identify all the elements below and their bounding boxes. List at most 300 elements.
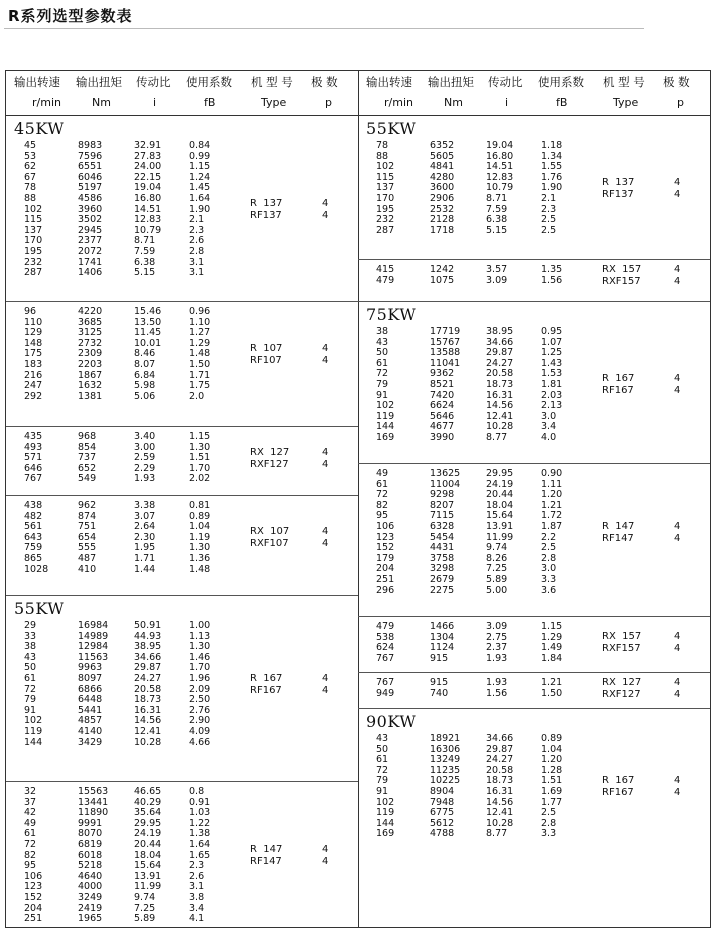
torque-cell: 17719: [430, 326, 461, 337]
model-type: [602, 775, 634, 799]
speed-cell: 79: [376, 775, 389, 787]
ratio-cell: 7.25: [134, 902, 156, 914]
ratio-cell: 13.91: [134, 870, 162, 882]
torque-cell: 13625: [430, 468, 461, 479]
model-name: R 137: [250, 197, 283, 209]
torque-cell: 3960: [78, 203, 103, 215]
header-speed: 输出转速: [14, 75, 60, 89]
section-title: 55KW: [14, 599, 65, 618]
model-group: [358, 734, 710, 844]
table-row: [6, 861, 358, 872]
ratio-cell: 3.57: [486, 264, 508, 275]
model-type: [602, 264, 641, 288]
model-name: RXF107: [250, 538, 289, 550]
model-name: RF167: [602, 385, 634, 397]
speed-cell: 152: [24, 891, 43, 903]
factor-cell: 1.03: [189, 807, 211, 819]
torque-cell: 4788: [430, 828, 455, 840]
ratio-cell: 8.46: [134, 348, 156, 360]
table-row: [6, 360, 358, 371]
ratio-cell: 2.59: [134, 452, 156, 464]
speed-cell: 767: [376, 652, 395, 664]
ratio-cell: 40.29: [134, 796, 162, 808]
torque-cell: 6819: [78, 838, 103, 850]
speed-cell: 129: [24, 327, 43, 339]
factor-cell: 1.36: [189, 552, 211, 564]
ratio-cell: 10.79: [486, 182, 514, 194]
factor-cell: 4.09: [189, 725, 211, 737]
speed-cell: 43: [376, 336, 389, 348]
torque-cell: 4000: [78, 881, 103, 893]
torque-cell: 6624: [430, 400, 455, 412]
speed-cell: 170: [376, 192, 395, 204]
torque-cell: 2732: [78, 337, 103, 349]
ratio-cell: 10.79: [134, 224, 162, 236]
model-group: [358, 616, 710, 673]
factor-cell: 1.15: [189, 431, 211, 442]
header-ratio: 传动比: [488, 75, 523, 89]
factor-cell: 3.1: [189, 881, 205, 893]
speed-cell: 49: [24, 817, 37, 829]
ratio-cell: 1.56: [486, 687, 508, 699]
torque-cell: 9963: [78, 662, 103, 674]
pole-value: 4: [674, 688, 681, 700]
ratio-cell: 12.41: [134, 725, 162, 737]
torque-cell: 1242: [430, 264, 455, 275]
speed-cell: 538: [376, 631, 395, 643]
table-row: [6, 152, 358, 163]
model-name: R 147: [602, 520, 635, 532]
table-row: [6, 258, 358, 269]
ratio-cell: 3.00: [134, 441, 156, 453]
torque-cell: 915: [430, 677, 449, 688]
model-group: [6, 495, 358, 596]
speed-cell: 216: [24, 369, 43, 381]
speed-cell: 115: [24, 214, 43, 226]
speed-cell: 72: [376, 368, 389, 380]
table-row: [358, 776, 710, 787]
speed-cell: 42: [24, 807, 37, 819]
torque-cell: 2275: [430, 584, 455, 596]
factor-cell: 0.89: [189, 510, 211, 522]
pole-count: [674, 677, 680, 701]
ratio-cell: 20.58: [486, 368, 514, 380]
model-name: RX 157: [602, 631, 642, 643]
ratio-cell: 29.95: [134, 817, 162, 829]
pole-value: 4: [674, 787, 681, 798]
factor-cell: 1.56: [541, 274, 563, 286]
right-header: [358, 71, 710, 116]
factor-cell: 0.96: [189, 306, 211, 317]
table-row: [6, 787, 358, 798]
table-row: [358, 689, 710, 700]
table-row: [358, 141, 710, 152]
speed-cell: 53: [24, 150, 37, 162]
torque-cell: 968: [78, 431, 97, 442]
ratio-cell: 5.89: [134, 913, 156, 925]
factor-cell: 1.69: [541, 785, 563, 797]
pole-count: [322, 526, 328, 550]
torque-cell: 6775: [430, 807, 455, 819]
factor-cell: 1.90: [189, 203, 211, 215]
header-ratio: 传动比: [136, 75, 171, 89]
ratio-cell: 16.31: [486, 389, 514, 401]
torque-cell: 2128: [430, 214, 455, 226]
table-row: [6, 392, 358, 403]
table-row: [6, 205, 358, 216]
factor-cell: 1.29: [189, 337, 211, 349]
ratio-cell: 35.64: [134, 807, 162, 819]
ratio-cell: 2.29: [134, 462, 156, 474]
ratio-cell: 5.15: [486, 224, 508, 236]
table-row: [358, 522, 710, 533]
table-row: [6, 653, 358, 664]
factor-cell: 1.64: [189, 192, 211, 204]
header-factor-unit: fB: [204, 96, 216, 109]
ratio-cell: 34.66: [134, 651, 162, 663]
speed-cell: 759: [24, 542, 43, 554]
speed-cell: 169: [376, 431, 395, 443]
speed-cell: 247: [24, 380, 43, 392]
torque-cell: 9991: [78, 817, 103, 829]
factor-cell: 4.0: [541, 431, 557, 443]
factor-cell: 2.0: [189, 390, 205, 402]
speed-cell: 49: [376, 468, 389, 479]
pole-count: [674, 373, 680, 397]
factor-cell: 4.1: [189, 913, 205, 925]
table-row: [6, 501, 358, 512]
table-row: [358, 369, 710, 380]
factor-cell: 1.19: [189, 531, 211, 543]
table-row: [6, 371, 358, 382]
table-row: [358, 380, 710, 391]
table-row: [358, 152, 710, 163]
factor-cell: 1.50: [189, 358, 211, 370]
ratio-cell: 6.84: [134, 369, 156, 381]
torque-cell: 11004: [430, 478, 461, 490]
factor-cell: 2.02: [189, 473, 211, 485]
model-group: [358, 672, 710, 709]
model-type: [250, 198, 282, 222]
model-name: R 167: [602, 775, 635, 786]
ratio-cell: 20.44: [486, 489, 514, 501]
speed-cell: 61: [376, 754, 389, 766]
model-name: RF137: [250, 209, 282, 221]
ratio-cell: 11.99: [134, 881, 162, 893]
factor-cell: 1.30: [189, 641, 211, 653]
ratio-cell: 46.65: [134, 786, 162, 797]
table-row: [358, 575, 710, 586]
factor-cell: 1.18: [541, 140, 563, 151]
header-speed-unit: r/min: [384, 96, 413, 109]
torque-cell: 3249: [78, 891, 103, 903]
model-name: RX 157: [602, 263, 642, 275]
speed-cell: 767: [376, 677, 395, 688]
speed-cell: 50: [24, 662, 37, 674]
factor-cell: 2.6: [189, 235, 205, 247]
factor-cell: 1.65: [189, 849, 211, 861]
speed-cell: 119: [24, 725, 43, 737]
speed-cell: 72: [376, 764, 389, 776]
model-name: RF147: [602, 532, 634, 544]
page-title: R系列选型参数表: [8, 7, 133, 25]
torque-cell: 740: [430, 687, 449, 699]
speed-cell: 61: [376, 478, 389, 490]
factor-cell: 1.49: [541, 642, 563, 654]
table-row: [6, 512, 358, 523]
factor-cell: 1.29: [541, 631, 563, 643]
model-type: [250, 673, 282, 697]
speed-cell: 82: [24, 849, 37, 861]
pole-count: [322, 343, 328, 367]
factor-cell: 1.87: [541, 520, 563, 532]
header-ratio-unit: i: [505, 96, 509, 109]
factor-cell: 0.95: [541, 326, 563, 337]
torque-cell: 915: [430, 652, 449, 664]
speed-cell: 79: [24, 694, 37, 706]
model-name: RF167: [602, 787, 634, 798]
header-poles: 极 数: [311, 75, 338, 89]
speed-cell: 88: [376, 150, 389, 162]
data-rows: [6, 141, 358, 279]
ratio-cell: 2.64: [134, 521, 156, 533]
ratio-cell: 16.31: [486, 785, 514, 797]
torque-cell: 10225: [430, 775, 461, 787]
model-type: [602, 631, 641, 655]
table-row: [6, 674, 358, 685]
ratio-cell: 18.73: [486, 775, 514, 787]
torque-cell: 5197: [78, 182, 103, 194]
factor-cell: 1.13: [189, 630, 211, 642]
header-speed: 输出转速: [366, 75, 412, 89]
factor-cell: 0.8: [189, 786, 205, 797]
table-row: [6, 695, 358, 706]
table-row: [358, 359, 710, 370]
table-row: [6, 226, 358, 237]
ratio-cell: 19.04: [486, 140, 514, 151]
table-row: [358, 819, 710, 830]
model-group: [358, 259, 710, 302]
ratio-cell: 1.71: [134, 552, 156, 564]
torque-cell: 15563: [78, 786, 109, 797]
table-row: [6, 247, 358, 258]
factor-cell: 1.72: [541, 510, 563, 522]
torque-cell: 9362: [430, 368, 455, 380]
speed-cell: 287: [376, 224, 395, 236]
speed-cell: 91: [376, 389, 389, 401]
speed-cell: 204: [376, 563, 395, 575]
factor-cell: 3.1: [189, 267, 205, 279]
torque-cell: 2377: [78, 235, 103, 247]
speed-cell: 949: [376, 687, 395, 699]
speed-cell: 435: [24, 431, 43, 442]
header-model-unit: Type: [613, 96, 639, 109]
table-row: [6, 632, 358, 643]
header-speed-unit: r/min: [32, 96, 61, 109]
model-name: R 167: [250, 672, 283, 684]
ratio-cell: 6.38: [486, 214, 508, 226]
table-row: [6, 621, 358, 632]
speed-cell: 152: [376, 542, 395, 554]
table-row: [6, 663, 358, 674]
torque-cell: 4220: [78, 306, 103, 317]
ratio-cell: 8.77: [486, 431, 508, 443]
section-title: 75KW: [366, 305, 417, 324]
pole-count: [674, 775, 680, 799]
table-row: [6, 798, 358, 809]
header-poles-unit: p: [677, 96, 684, 109]
torque-cell: 8521: [430, 378, 455, 390]
table-row: [6, 738, 358, 749]
pole-value: 4: [322, 672, 329, 684]
torque-cell: 16306: [430, 743, 461, 755]
header-factor-unit: fB: [556, 96, 568, 109]
pole-count: [322, 447, 328, 471]
ratio-cell: 3.38: [134, 500, 156, 511]
ratio-cell: 29.95: [486, 468, 514, 479]
ratio-cell: 15.64: [486, 510, 514, 522]
factor-cell: 2.5: [541, 224, 557, 236]
header-torque: 输出扭矩: [76, 75, 122, 89]
factor-cell: 1.10: [189, 316, 211, 328]
pole-value: 4: [674, 373, 681, 385]
speed-cell: 624: [376, 642, 395, 654]
factor-cell: 2.09: [189, 683, 211, 695]
speed-cell: 43: [376, 733, 389, 744]
table-row: [358, 205, 710, 216]
speed-cell: 148: [24, 337, 43, 349]
factor-cell: 1.11: [541, 478, 563, 490]
speed-cell: 137: [24, 224, 43, 236]
table-row: [358, 586, 710, 597]
factor-cell: 3.4: [189, 902, 205, 914]
model-name: RXF157: [602, 643, 641, 655]
torque-cell: 4677: [430, 421, 455, 433]
pole-value: 4: [322, 538, 329, 550]
speed-cell: 29: [24, 620, 37, 631]
ratio-cell: 1.93: [486, 677, 508, 688]
table-row: [6, 236, 358, 247]
pole-value: 4: [674, 676, 681, 688]
speed-cell: 61: [376, 357, 389, 369]
ratio-cell: 2.75: [486, 631, 508, 643]
torque-cell: 3685: [78, 316, 103, 328]
factor-cell: 1.51: [189, 452, 211, 464]
torque-cell: 654: [78, 531, 97, 543]
model-type: [602, 373, 634, 397]
table-row: [6, 162, 358, 173]
speed-cell: 82: [376, 499, 389, 511]
torque-cell: 12984: [78, 641, 109, 653]
torque-cell: 751: [78, 521, 97, 533]
torque-cell: 6018: [78, 849, 103, 861]
factor-cell: 1.38: [189, 828, 211, 840]
torque-cell: 1965: [78, 913, 103, 925]
speed-cell: 571: [24, 452, 43, 464]
model-name: R 137: [602, 176, 635, 188]
ratio-cell: 5.00: [486, 584, 508, 596]
speed-cell: 479: [376, 274, 395, 286]
torque-cell: 5454: [430, 531, 455, 543]
table-row: [6, 183, 358, 194]
factor-cell: 0.81: [189, 500, 211, 511]
torque-cell: 1124: [430, 642, 455, 654]
data-rows: [6, 621, 358, 748]
table-row: [358, 501, 710, 512]
speed-cell: 137: [376, 182, 395, 194]
torque-cell: 8207: [430, 499, 455, 511]
pole-value: 4: [674, 643, 681, 655]
pole-value: 4: [322, 684, 329, 696]
torque-cell: 7420: [430, 389, 455, 401]
ratio-cell: 14.56: [134, 715, 162, 727]
torque-cell: 11563: [78, 651, 109, 663]
speed-cell: 292: [24, 390, 43, 402]
factor-cell: 1.50: [541, 687, 563, 699]
table-row: [6, 882, 358, 893]
factor-cell: 1.96: [189, 672, 211, 684]
ratio-cell: 8.77: [486, 828, 508, 840]
torque-cell: 4431: [430, 542, 455, 554]
ratio-cell: 15.46: [134, 306, 162, 317]
table-row: [6, 173, 358, 184]
table-row: [358, 798, 710, 809]
ratio-cell: 18.73: [486, 378, 514, 390]
data-rows: [6, 307, 358, 402]
torque-cell: 8097: [78, 672, 103, 684]
torque-cell: 5605: [430, 150, 455, 162]
table-row: [6, 443, 358, 454]
torque-cell: 652: [78, 462, 97, 474]
factor-cell: 1.15: [541, 621, 563, 632]
pole-value: 4: [674, 275, 681, 287]
table-row: [6, 533, 358, 544]
ratio-cell: 34.66: [486, 733, 514, 744]
data-rows: [358, 678, 710, 699]
pole-count: [674, 521, 680, 545]
table-row: [358, 564, 710, 575]
table-row: [358, 422, 710, 433]
ratio-cell: 7.25: [486, 563, 508, 575]
torque-cell: 3990: [430, 431, 455, 443]
torque-cell: 6328: [430, 520, 455, 532]
pole-value: 4: [322, 855, 329, 867]
speed-cell: 1028: [24, 563, 49, 575]
table-row: [358, 654, 710, 665]
ratio-cell: 12.41: [486, 410, 514, 422]
speed-cell: 72: [24, 683, 37, 695]
table-row: [6, 893, 358, 904]
factor-cell: 1.64: [189, 838, 211, 850]
table-row: [358, 734, 710, 745]
factor-cell: 1.27: [189, 327, 211, 339]
table-row: [358, 511, 710, 522]
factor-cell: 1.53: [541, 368, 563, 380]
factor-cell: 1.35: [541, 264, 563, 275]
table-row: [358, 183, 710, 194]
table-row: [358, 633, 710, 644]
model-group: [6, 621, 358, 782]
torque-cell: 18921: [430, 733, 461, 744]
speed-cell: 61: [24, 672, 37, 684]
factor-cell: 2.5: [541, 807, 557, 819]
table-row: [6, 565, 358, 576]
speed-cell: 33: [24, 630, 37, 642]
ratio-cell: 5.06: [134, 390, 156, 402]
ratio-cell: 38.95: [486, 326, 514, 337]
factor-cell: 1.25: [541, 347, 563, 359]
speed-cell: 96: [24, 306, 37, 317]
